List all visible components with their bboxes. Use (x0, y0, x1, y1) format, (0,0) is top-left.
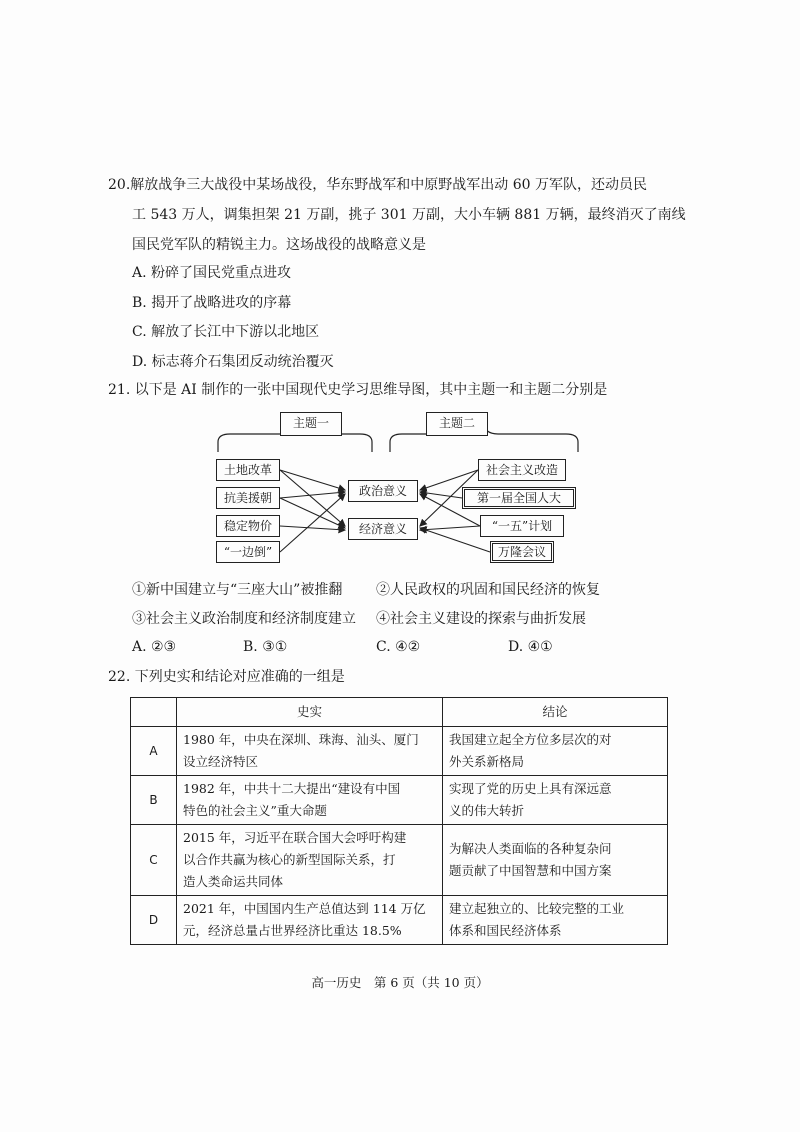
page-footer: 高一历史 第 6 页（共 10 页） (311, 975, 489, 990)
conclusion-line: 我国建立起全方位多层次的对 (449, 732, 612, 747)
q20-option-d: D. 标志蒋介石集团反动统治覆灭 (132, 354, 334, 370)
mind-map-left-item: 土地改革 (216, 459, 280, 481)
mind-map-theme-2: 主题二 (426, 412, 488, 436)
mind-map-right-item: 万隆会议 (490, 541, 554, 563)
row-conclusion (443, 825, 668, 896)
row-fact (177, 776, 443, 825)
table-header-cell: 史实 (177, 698, 443, 727)
table-header-cell: 结论 (443, 698, 668, 727)
mind-map-theme-1: 主题一 (280, 412, 342, 436)
q22-stem: 22. 下列史实和结论对应准确的一组是 (108, 669, 345, 685)
conclusion-line: 题贡献了中国智慧和中国方案 (449, 863, 612, 878)
conclusion-line: 实现了党的历史上具有深远意 (449, 781, 612, 796)
row-conclusion (443, 896, 668, 945)
conclusion-line: 为解决人类面临的各种复杂问 (449, 841, 612, 856)
q21-statement-3: ③社会主义政治制度和经济制度建立 (132, 611, 356, 627)
fact-line: 元，经济总量占世界经济比重达 18.5% (183, 923, 402, 938)
table-header-row (131, 698, 668, 727)
fact-line: 以合作共赢为核心的新型国际关系，打 (183, 852, 396, 867)
q20-option-a: A. 粉碎了国民党重点进攻 (132, 265, 292, 281)
q21-stem: 21. 以下是 AI 制作的一张中国现代史学习思维导图，其中主题一和主题二分别是 (108, 382, 608, 398)
q21-statement-4: ④社会主义建设的探索与曲折发展 (376, 611, 586, 627)
mind-map-left-item: 抗美援朝 (216, 487, 280, 509)
table-row (131, 727, 668, 776)
q21-statement-1: ①新中国建立与“三座大山”被推翻 (132, 582, 343, 598)
mind-map-left-item: “一边倒” (216, 541, 280, 563)
mind-map-left-item: 稳定物价 (216, 515, 280, 537)
fact-line: 1980 年，中央在深圳、珠海、汕头、厦门 (183, 732, 419, 747)
fact-line: 设立经济特区 (183, 754, 259, 769)
q21-option-a: A. ②③ (132, 639, 177, 655)
row-conclusion (443, 727, 668, 776)
mind-map-right-item: 第一届全国人大 (462, 487, 576, 509)
q21-option-d: D. ④① (508, 639, 553, 655)
conclusion-line: 义的伟大转折 (449, 803, 525, 818)
q21-option-c: C. ④② (376, 639, 421, 655)
conclusion-line: 体系和国民经济体系 (449, 923, 562, 938)
q21-option-b: B. ③① (243, 639, 288, 655)
fact-line: 特色的社会主义”重大命题 (183, 803, 327, 818)
row-fact (177, 896, 443, 945)
q20-stem-line-2: 工 543 万人，调集担架 21 万副，挑子 301 万副，大小车辆 881 万辆，最终消灭了南线 (132, 207, 686, 223)
mind-map-right-item: “一五”计划 (480, 515, 564, 537)
row-letter: B (131, 776, 177, 825)
conclusion-line: 外关系新格局 (449, 754, 525, 769)
row-letter: C (131, 825, 177, 896)
fact-line: 造人类命运共同体 (183, 874, 284, 889)
row-letter: D (131, 896, 177, 945)
table-row (131, 825, 668, 896)
mind-map-center-item: 经济意义 (348, 518, 418, 540)
fact-line: 2021 年，中国国内生产总值达到 114 万亿 (183, 901, 426, 916)
row-fact (177, 825, 443, 896)
q20-option-b: B. 揭开了战略进攻的序幕 (132, 295, 292, 311)
fact-line: 2015 年，习近平在联合国大会呼吁构建 (183, 830, 407, 845)
fact-line: 1982 年，中共十二大提出“建设有中国 (183, 781, 401, 796)
table-header-cell (131, 698, 177, 727)
table-row (131, 896, 668, 945)
mind-map-diagram (200, 408, 600, 568)
table-row (131, 776, 668, 825)
row-fact (177, 727, 443, 776)
q20-option-c: C. 解放了长江中下游以北地区 (132, 324, 320, 340)
mind-map-right-item: 社会主义改造 (478, 459, 566, 481)
q21-statement-2: ②人民政权的巩固和国民经济的恢复 (376, 582, 600, 598)
mind-map-center-item: 政治意义 (348, 480, 418, 502)
conclusion-line: 建立起独立的、比较完整的工业 (449, 901, 625, 916)
row-conclusion (443, 776, 668, 825)
q20-stem-line-1: 20.解放战争三大战役中某场战役，华东野战军和中原野战军出动 60 万军队，还动员民 (108, 177, 647, 193)
row-letter: A (131, 727, 177, 776)
q20-stem-line-3: 国民党军队的精锐主力。这场战役的战略意义是 (132, 237, 426, 253)
q22-table (130, 697, 668, 945)
